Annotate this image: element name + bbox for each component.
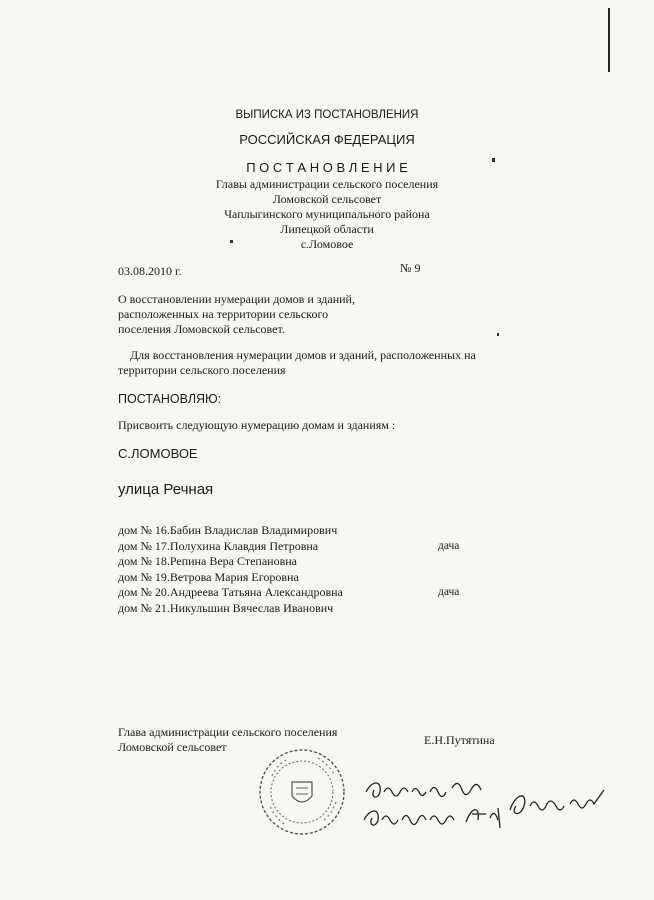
- scan-edge-line: [608, 8, 610, 72]
- street-name: улица Речная: [118, 481, 214, 498]
- house-text: дом № 20.Андреева Татьяна Александровна: [118, 585, 343, 599]
- house-text: дом № 17.Полухина Клавдия Петровна: [118, 538, 319, 553]
- house-note: дача: [438, 539, 460, 552]
- signatory-name: Е.Н.Путятина: [424, 733, 495, 747]
- signatory-position: Глава администрации сельского поселения: [118, 725, 338, 739]
- preamble-line: территории сельского поселения: [118, 363, 286, 377]
- issuer-line: Ломовской сельсовет: [272, 192, 382, 206]
- issuer-line: с.Ломовое: [300, 237, 354, 251]
- subject-line: поселения Ломовской сельсовет.: [118, 322, 285, 336]
- document-type: П О С Т А Н О В Л Е Н И Е: [246, 160, 408, 175]
- country-title: РОССИЙСКАЯ ФЕДЕРАЦИЯ: [239, 132, 415, 147]
- house-row: [118, 523, 578, 539]
- subject-line: расположенных на территории сельского: [118, 307, 329, 321]
- village-name: С.ЛОМОВОЕ: [118, 446, 198, 461]
- preamble-line: Для восстановления нумерации домов и зданий, расположенных на: [130, 348, 476, 362]
- subject-line: О восстановлении нумерации домов и зданий,: [118, 292, 355, 306]
- house-row: [118, 570, 578, 586]
- house-row: [118, 585, 578, 601]
- extract-title: ВЫПИСКА ИЗ ПОСТАНОВЛЕНИЯ: [235, 109, 419, 121]
- resolve-heading: ПОСТАНОВЛЯЮ:: [118, 392, 222, 406]
- handwritten-certification: [360, 770, 610, 840]
- house-row: [118, 601, 578, 617]
- house-note: дача: [438, 586, 460, 598]
- house-list: [118, 523, 578, 616]
- house-text: дом № 16.Бабин Владислав Владимирович: [118, 523, 338, 537]
- house-text: дом № 19.Ветрова Мария Егоровна: [118, 569, 299, 584]
- document-date: 03.08.2010 г.: [118, 264, 182, 278]
- document-number: № 9: [400, 261, 421, 275]
- official-stamp: [256, 746, 348, 838]
- assign-line: Присвоить следующую нумерацию домам и зданиям :: [118, 418, 396, 432]
- house-text: дом № 21.Никульшин Вячеслав Иванович: [118, 600, 334, 615]
- house-text: дом № 18.Репина Вера Степановна: [118, 554, 298, 568]
- issuer-line: Главы администрации сельского поселения: [215, 177, 439, 191]
- house-row: [118, 554, 578, 570]
- scan-speck: [497, 333, 499, 336]
- issuer-line: Чаплыгинского муниципального района: [224, 207, 430, 221]
- house-row: [118, 539, 578, 555]
- signatory-position: Ломовской сельсовет: [118, 740, 227, 754]
- issuer-line: Липецкой области: [280, 222, 374, 236]
